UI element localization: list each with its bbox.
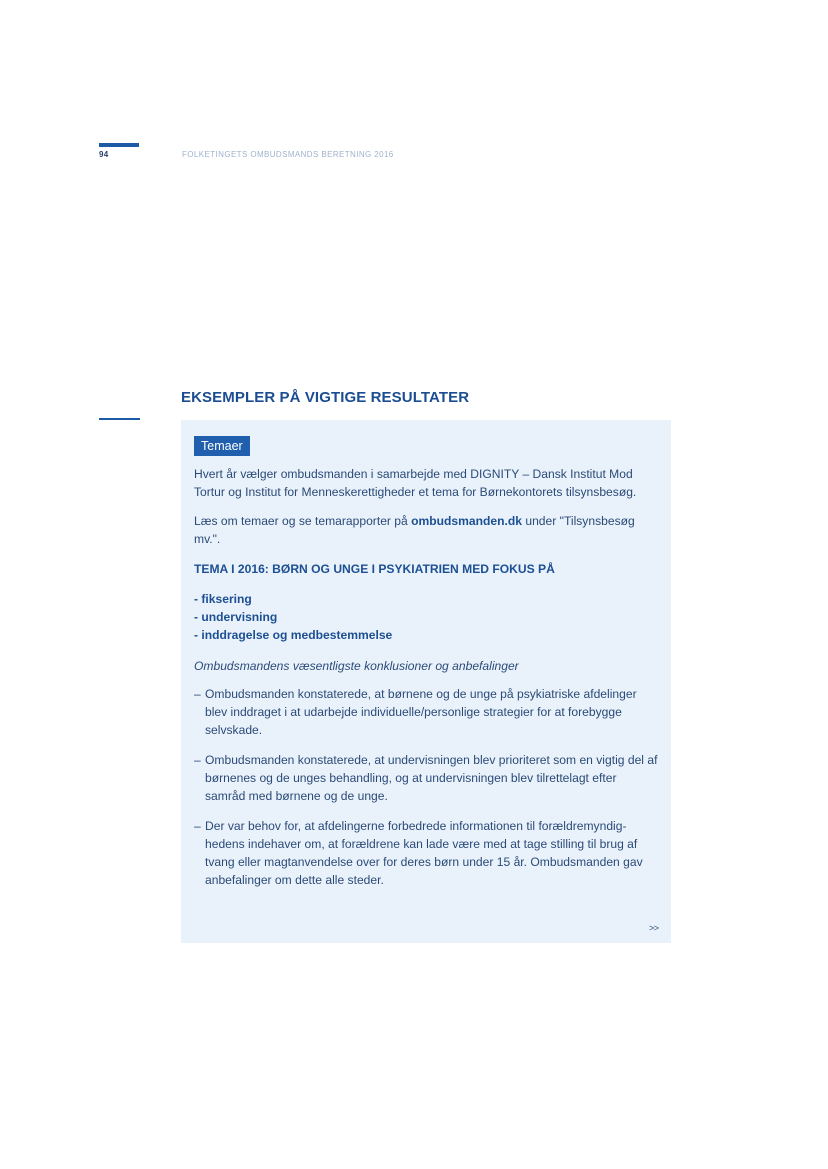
focus-item: - undervisning	[194, 610, 278, 624]
running-header: FOLKETINGETS OMBUDSMANDS BERETNING 2016	[182, 150, 394, 159]
finding-item: – Ombudsmanden konstaterede, at børnene og de unge på psykiatriske afdelinger blev inddraget i at udarbejde individuelle/personlige strategier for at forebygge selvskade.	[194, 685, 660, 739]
intro-paragraph: Hvert år vælger ombudsmanden i samarbejde med DIGNITY – Dansk Institut Mod Tortur og Institut for Menneskerettigheder et tema for Børnekontorets tilsynsbesøg.	[194, 467, 637, 499]
read-more-prefix: Læs om temaer og se temarapporter på	[194, 514, 412, 528]
focus-item: - fiksering	[194, 592, 252, 606]
finding-item: – Der var behov for, at afdelingerne forbedrede informationen til forældremyndighedens indehaver om, at forældrene kan lade være med at tage stilling til brug af tvang eller magtanvendelse over for deres børn under 15 år. Ombudsmanden gav anbefalinger om dette alle steder.	[194, 817, 660, 889]
focus-item: - inddragelse og medbestemmelse	[194, 628, 393, 642]
focus-list	[194, 590, 660, 644]
theme-heading: TEMA I 2016: BØRN OG UNGE I PSYKIATRIEN MED FOKUS PÅ	[194, 562, 555, 576]
finding-item: – Ombudsmanden konstaterede, at undervisningen blev prioriteret som en vigtig del af børnenes og de unges behandling, og at undervisningen blev tilrettelagt efter samråd med børnene og de unge.	[194, 751, 660, 805]
theme-box-content	[194, 465, 660, 901]
section-rule	[99, 418, 140, 420]
header-rule	[99, 143, 139, 147]
section-heading: EKSEMPLER PÅ VIGTIGE RESULTATER	[181, 389, 470, 406]
page-number: 94	[99, 150, 109, 159]
conclusions-heading: Ombudsmandens væsentligste konklusioner og anbefalinger	[194, 659, 519, 673]
theme-tag: Temaer	[194, 436, 250, 456]
website-link[interactable]: ombudsmanden.dk	[411, 514, 522, 528]
findings-list	[194, 685, 660, 889]
continued-marker: >>	[649, 923, 659, 933]
read-more-paragraph	[194, 512, 660, 548]
read-more-suffix: under "Tilsynsbesøg mv.".	[194, 514, 635, 546]
